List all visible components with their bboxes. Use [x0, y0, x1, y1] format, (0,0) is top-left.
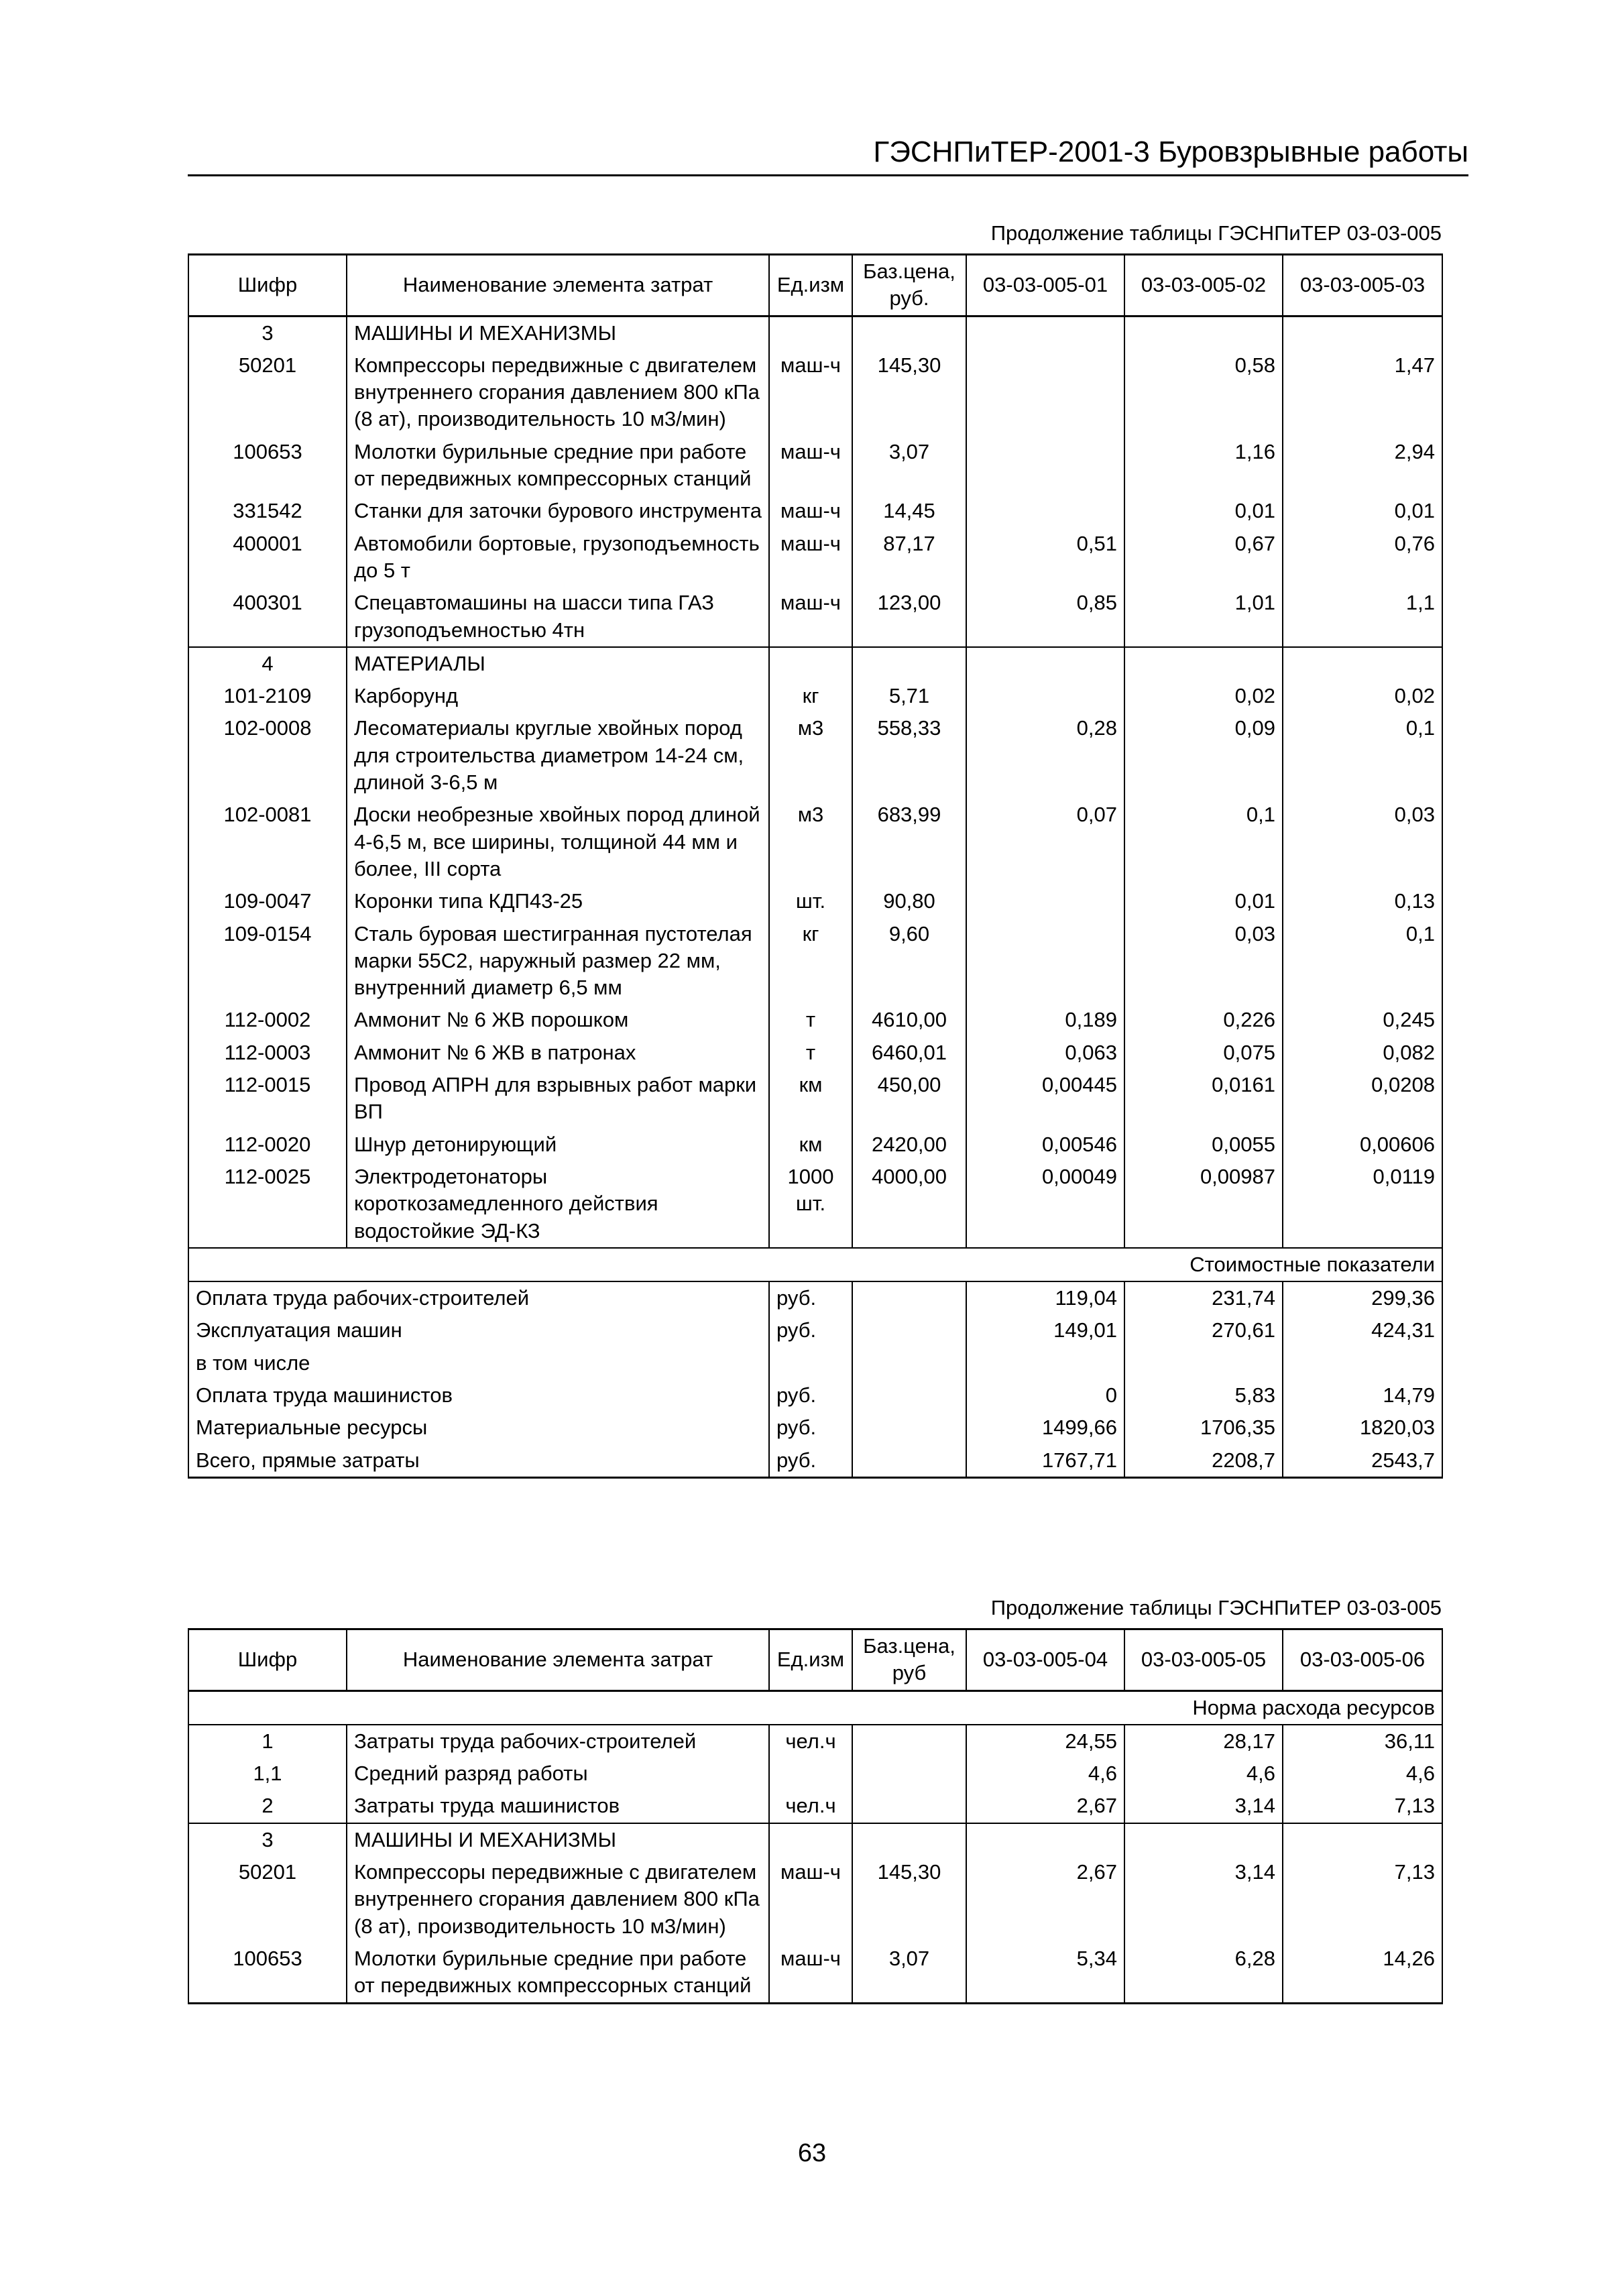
table-row	[188, 1161, 1442, 1248]
cell-name: Сталь буровая шестигранная пустотелая марки 55С2, наружный размер 22 мм, внутренний диаметр 6,5 мм	[347, 918, 769, 1005]
cell-unit: маш-ч	[769, 587, 852, 647]
cell-value-1	[966, 349, 1124, 436]
cell-value-1: 0,85	[966, 587, 1124, 647]
cell-unit	[769, 316, 852, 349]
running-header	[188, 127, 1468, 176]
cell-unit: т	[769, 1004, 852, 1036]
totals-name: в том числе	[188, 1347, 769, 1379]
col-header-unit: Ед.изм	[769, 255, 852, 317]
cell-value-3	[1283, 647, 1442, 680]
cell-code: 3	[188, 1823, 347, 1856]
cell-price: 4000,00	[852, 1161, 966, 1248]
totals-name: Оплата труда рабочих-строителей	[188, 1281, 769, 1314]
summary-label-row	[188, 1248, 1442, 1281]
col-header-price: Баз.цена, руб	[852, 1629, 966, 1691]
totals-price	[852, 1444, 966, 1478]
col-header-v3: 03-03-005-03	[1283, 255, 1442, 317]
cell-value-2: 0,09	[1124, 712, 1283, 799]
cell-value-2: 0,02	[1124, 680, 1283, 712]
totals-unit: руб.	[769, 1314, 852, 1346]
table-row	[188, 1004, 1442, 1036]
cell-name: Средний разряд работы	[347, 1758, 769, 1790]
table-row	[188, 316, 1442, 349]
cell-code: 112-0003	[188, 1037, 347, 1069]
table-row	[188, 712, 1442, 799]
col-header-unit: Ед.изм	[769, 1629, 852, 1691]
cell-name: Карборунд	[347, 680, 769, 712]
totals-value-3: 424,31	[1283, 1314, 1442, 1346]
cell-value-1: 4,6	[966, 1758, 1124, 1790]
col-header-name: Наименование элемента затрат	[347, 1629, 769, 1691]
cell-value-2: 0,0055	[1124, 1129, 1283, 1161]
cell-name: Молотки бурильные средние при работе от передвижных компрессорных станций	[347, 1943, 769, 2003]
totals-name: Эксплуатация машин	[188, 1314, 769, 1346]
cell-code: 1,1	[188, 1758, 347, 1790]
table-row	[188, 1790, 1442, 1823]
cell-value-3: 1,1	[1283, 587, 1442, 647]
table2-header-row	[188, 1629, 1442, 1691]
col-header-price: Баз.цена, руб.	[852, 255, 966, 317]
cell-name: Коронки типа КДП43-25	[347, 885, 769, 917]
totals-price	[852, 1281, 966, 1314]
cell-value-2: 0,03	[1124, 918, 1283, 1005]
table-row	[188, 680, 1442, 712]
table2-caption: Продолжение таблицы ГЭСНПиТЕР 03-03-005	[990, 1596, 1442, 1619]
cell-name: Затраты труда машинистов	[347, 1790, 769, 1823]
cell-value-2: 0,01	[1124, 885, 1283, 917]
totals-name: Всего, прямые затраты	[188, 1444, 769, 1478]
cell-name: Провод АПРН для взрывных работ марки ВП	[347, 1069, 769, 1129]
table-row	[188, 587, 1442, 647]
cell-unit: маш-ч	[769, 1943, 852, 2003]
cell-price: 3,07	[852, 1943, 966, 2003]
cell-value-2: 0,0161	[1124, 1069, 1283, 1129]
totals-value-3	[1283, 1347, 1442, 1379]
totals-value-2: 1706,35	[1124, 1412, 1283, 1444]
cell-value-3: 0,02	[1283, 680, 1442, 712]
totals-unit: руб.	[769, 1412, 852, 1444]
cell-price: 3,07	[852, 436, 966, 496]
cell-code: 400301	[188, 587, 347, 647]
cell-value-3: 0,76	[1283, 528, 1442, 587]
cell-value-3	[1283, 1823, 1442, 1856]
totals-value-1: 0	[966, 1379, 1124, 1412]
totals-unit: руб.	[769, 1379, 852, 1412]
cell-name: Доски необрезные хвойных пород длиной 4-6,5 м, все ширины, толщиной 44 мм и более, III сорта	[347, 799, 769, 885]
cell-name: МАШИНЫ И МЕХАНИЗМЫ	[347, 1823, 769, 1856]
cell-price: 145,30	[852, 349, 966, 436]
cell-value-1: 2,67	[966, 1856, 1124, 1943]
cell-value-2: 4,6	[1124, 1758, 1283, 1790]
cell-code: 101-2109	[188, 680, 347, 712]
cell-value-2: 0,00987	[1124, 1161, 1283, 1248]
cell-code: 112-0020	[188, 1129, 347, 1161]
table-row	[188, 1037, 1442, 1069]
cell-value-2	[1124, 316, 1283, 349]
totals-value-2: 270,61	[1124, 1314, 1283, 1346]
cell-unit: км	[769, 1069, 852, 1129]
cell-name: Автомобили бортовые, грузоподъемность до 5 т	[347, 528, 769, 587]
cell-value-1	[966, 680, 1124, 712]
cell-value-1: 5,34	[966, 1943, 1124, 2003]
totals-row	[188, 1281, 1442, 1314]
summary-label: Стоимостные показатели	[188, 1248, 1442, 1281]
cell-name: МАТЕРИАЛЫ	[347, 647, 769, 680]
cell-code: 109-0047	[188, 885, 347, 917]
cell-price	[852, 1823, 966, 1856]
col-header-v1: 03-03-005-01	[966, 255, 1124, 317]
cell-value-3: 0,245	[1283, 1004, 1442, 1036]
cell-price: 5,71	[852, 680, 966, 712]
cell-value-2: 0,075	[1124, 1037, 1283, 1069]
cell-name: Электродетонаторы короткозамедленного действия водостойкие ЭД-КЗ	[347, 1161, 769, 1248]
cell-value-1: 0,07	[966, 799, 1124, 885]
cell-price: 6460,01	[852, 1037, 966, 1069]
cell-code: 3	[188, 316, 347, 349]
totals-row	[188, 1347, 1442, 1379]
cell-name: МАШИНЫ И МЕХАНИЗМЫ	[347, 316, 769, 349]
cell-unit: маш-ч	[769, 528, 852, 587]
cell-name: Станки для заточки бурового инструмента	[347, 495, 769, 527]
cell-code: 50201	[188, 349, 347, 436]
totals-value-1	[966, 1347, 1124, 1379]
cell-price: 90,80	[852, 885, 966, 917]
cell-value-3: 0,1	[1283, 918, 1442, 1005]
cell-name: Компрессоры передвижные с двигателем внутреннего сгорания давлением 800 кПа (8 ат), производительность 10 м3/мин)	[347, 1856, 769, 1943]
totals-row	[188, 1444, 1442, 1478]
table-row	[188, 1725, 1442, 1758]
cell-name: Молотки бурильные средние при работе от передвижных компрессорных станций	[347, 436, 769, 496]
cell-code: 100653	[188, 1943, 347, 2003]
cell-code: 102-0008	[188, 712, 347, 799]
totals-name: Оплата труда машинистов	[188, 1379, 769, 1412]
cell-name: Спецавтомашины на шасси типа ГАЗ грузоподъемностью 4тн	[347, 587, 769, 647]
table-row	[188, 799, 1442, 885]
cell-value-2: 0,226	[1124, 1004, 1283, 1036]
running-header-text: ГЭСНПиТЕР-2001-3 Буровзрывные работы	[873, 135, 1468, 168]
cell-price	[852, 1758, 966, 1790]
cell-price: 14,45	[852, 495, 966, 527]
cell-value-1	[966, 1823, 1124, 1856]
totals-value-1: 1767,71	[966, 1444, 1124, 1478]
cell-value-2: 0,67	[1124, 528, 1283, 587]
totals-value-1: 1499,66	[966, 1412, 1124, 1444]
cell-unit: шт.	[769, 885, 852, 917]
col-header-v3: 03-03-005-06	[1283, 1629, 1442, 1691]
totals-price	[852, 1412, 966, 1444]
cell-value-2: 0,1	[1124, 799, 1283, 885]
totals-value-2	[1124, 1347, 1283, 1379]
table-row	[188, 647, 1442, 680]
cell-value-2	[1124, 647, 1283, 680]
cell-value-3: 4,6	[1283, 1758, 1442, 1790]
col-header-code: Шифр	[188, 255, 347, 317]
cell-value-3: 0,0119	[1283, 1161, 1442, 1248]
cell-value-1	[966, 647, 1124, 680]
cell-value-1	[966, 436, 1124, 496]
cell-value-3: 0,13	[1283, 885, 1442, 917]
cell-value-3: 36,11	[1283, 1725, 1442, 1758]
totals-unit: руб.	[769, 1444, 852, 1478]
cell-value-1: 0,00049	[966, 1161, 1124, 1248]
totals-row	[188, 1314, 1442, 1346]
cell-value-1: 0,00445	[966, 1069, 1124, 1129]
cell-value-1: 0,51	[966, 528, 1124, 587]
col-header-code: Шифр	[188, 1629, 347, 1691]
cell-value-1	[966, 885, 1124, 917]
cell-value-3: 0,082	[1283, 1037, 1442, 1069]
totals-value-2: 2208,7	[1124, 1444, 1283, 1478]
cell-name: Затраты труда рабочих-строителей	[347, 1725, 769, 1758]
cell-price: 4610,00	[852, 1004, 966, 1036]
totals-name: Материальные ресурсы	[188, 1412, 769, 1444]
cell-value-3: 0,1	[1283, 712, 1442, 799]
cell-code: 2	[188, 1790, 347, 1823]
cell-unit: км	[769, 1129, 852, 1161]
cell-price	[852, 1790, 966, 1823]
cell-unit: маш-ч	[769, 495, 852, 527]
table-row	[188, 885, 1442, 917]
cell-code: 1	[188, 1725, 347, 1758]
table1-caption: Продолжение таблицы ГЭСНПиТЕР 03-03-005	[990, 221, 1442, 245]
totals-value-1: 149,01	[966, 1314, 1124, 1346]
cell-unit: т	[769, 1037, 852, 1069]
cell-value-2	[1124, 1823, 1283, 1856]
cell-code: 100653	[188, 436, 347, 496]
table-row	[188, 918, 1442, 1005]
cell-value-2: 1,16	[1124, 436, 1283, 496]
table-row	[188, 528, 1442, 587]
cell-value-2: 1,01	[1124, 587, 1283, 647]
cell-code: 112-0025	[188, 1161, 347, 1248]
cell-price: 2420,00	[852, 1129, 966, 1161]
totals-row	[188, 1412, 1442, 1444]
cell-value-1: 2,67	[966, 1790, 1124, 1823]
cell-code: 109-0154	[188, 918, 347, 1005]
totals-value-3: 2543,7	[1283, 1444, 1442, 1478]
cell-value-3: 2,94	[1283, 436, 1442, 496]
table1-header-row	[188, 255, 1442, 317]
cell-value-3	[1283, 316, 1442, 349]
cell-value-1	[966, 495, 1124, 527]
cell-code: 50201	[188, 1856, 347, 1943]
totals-value-3: 299,36	[1283, 1281, 1442, 1314]
cell-price: 123,00	[852, 587, 966, 647]
cell-name: Аммонит № 6 ЖВ порошком	[347, 1004, 769, 1036]
table-row	[188, 1758, 1442, 1790]
cell-code: 400001	[188, 528, 347, 587]
cell-unit: маш-ч	[769, 436, 852, 496]
cell-value-3: 0,01	[1283, 495, 1442, 527]
cell-value-3: 14,26	[1283, 1943, 1442, 2003]
table-row	[188, 1069, 1442, 1129]
totals-price	[852, 1314, 966, 1346]
cell-price: 450,00	[852, 1069, 966, 1129]
cell-value-2: 0,01	[1124, 495, 1283, 527]
cell-unit	[769, 1758, 852, 1790]
cell-value-1	[966, 316, 1124, 349]
totals-value-3: 1820,03	[1283, 1412, 1442, 1444]
col-header-v2: 03-03-005-05	[1124, 1629, 1283, 1691]
col-header-v2: 03-03-005-02	[1124, 255, 1283, 317]
cell-unit: кг	[769, 918, 852, 1005]
cell-name: Компрессоры передвижные с двигателем внутреннего сгорания давлением 800 кПа (8 ат), производительность 10 м3/мин)	[347, 349, 769, 436]
cell-value-3: 7,13	[1283, 1856, 1442, 1943]
page-number: 63	[797, 2139, 827, 2167]
table-row	[188, 436, 1442, 496]
table-row	[188, 349, 1442, 436]
col-header-name: Наименование элемента затрат	[347, 255, 769, 317]
cell-unit: маш-ч	[769, 1856, 852, 1943]
cell-unit: маш-ч	[769, 349, 852, 436]
cell-value-3: 7,13	[1283, 1790, 1442, 1823]
cell-price	[852, 1725, 966, 1758]
cell-unit: 1000 шт.	[769, 1161, 852, 1248]
cell-value-2: 3,14	[1124, 1856, 1283, 1943]
cell-unit: чел.ч	[769, 1790, 852, 1823]
cell-name: Шнур детонирующий	[347, 1129, 769, 1161]
cell-price	[852, 647, 966, 680]
table-row	[188, 1129, 1442, 1161]
cell-value-3: 0,00606	[1283, 1129, 1442, 1161]
cell-value-1: 24,55	[966, 1725, 1124, 1758]
totals-price	[852, 1379, 966, 1412]
cell-price: 558,33	[852, 712, 966, 799]
cell-code: 102-0081	[188, 799, 347, 885]
table2	[188, 1628, 1443, 2004]
table-row	[188, 1943, 1442, 2003]
cell-code: 4	[188, 647, 347, 680]
norm-label: Норма расхода ресурсов	[188, 1690, 1442, 1725]
totals-value-2: 231,74	[1124, 1281, 1283, 1314]
cell-value-1: 0,00546	[966, 1129, 1124, 1161]
cell-value-1: 0,28	[966, 712, 1124, 799]
cell-value-2: 3,14	[1124, 1790, 1283, 1823]
cell-value-1	[966, 918, 1124, 1005]
table1	[188, 253, 1443, 1479]
cell-price: 9,60	[852, 918, 966, 1005]
col-header-v1: 03-03-005-04	[966, 1629, 1124, 1691]
totals-unit: руб.	[769, 1281, 852, 1314]
table-row	[188, 1823, 1442, 1856]
totals-value-2: 5,83	[1124, 1379, 1283, 1412]
cell-unit	[769, 1823, 852, 1856]
cell-unit: чел.ч	[769, 1725, 852, 1758]
cell-price: 683,99	[852, 799, 966, 885]
cell-value-3: 1,47	[1283, 349, 1442, 436]
table-row	[188, 495, 1442, 527]
cell-code: 112-0015	[188, 1069, 347, 1129]
cell-name: Аммонит № 6 ЖВ в патронах	[347, 1037, 769, 1069]
cell-value-2: 0,58	[1124, 349, 1283, 436]
cell-value-2: 6,28	[1124, 1943, 1283, 2003]
totals-value-3: 14,79	[1283, 1379, 1442, 1412]
cell-value-3: 0,0208	[1283, 1069, 1442, 1129]
cell-name: Лесоматериалы круглые хвойных пород для строительства диаметром 14-24 см, длиной 3-6,5 м	[347, 712, 769, 799]
cell-unit: кг	[769, 680, 852, 712]
cell-price: 87,17	[852, 528, 966, 587]
totals-price	[852, 1347, 966, 1379]
norm-label-row	[188, 1690, 1442, 1725]
totals-unit	[769, 1347, 852, 1379]
cell-unit: м3	[769, 799, 852, 885]
cell-value-3: 0,03	[1283, 799, 1442, 885]
cell-price: 145,30	[852, 1856, 966, 1943]
totals-row	[188, 1379, 1442, 1412]
cell-value-1: 0,189	[966, 1004, 1124, 1036]
cell-code: 112-0002	[188, 1004, 347, 1036]
totals-value-1: 119,04	[966, 1281, 1124, 1314]
table-row	[188, 1856, 1442, 1943]
cell-price	[852, 316, 966, 349]
cell-unit	[769, 647, 852, 680]
cell-unit: м3	[769, 712, 852, 799]
cell-value-1: 0,063	[966, 1037, 1124, 1069]
cell-value-2: 28,17	[1124, 1725, 1283, 1758]
cell-code: 331542	[188, 495, 347, 527]
